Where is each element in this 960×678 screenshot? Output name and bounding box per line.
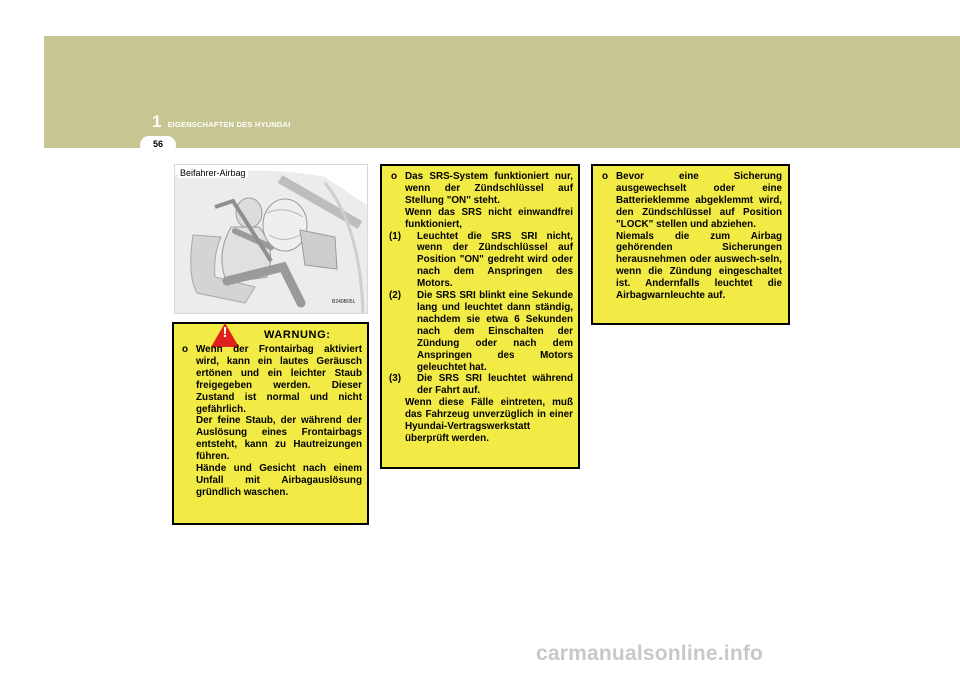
airbag-illustration	[174, 164, 368, 314]
fuse-note-text: Bevor eine Sicherung ausgewechselt oder eine Batterieklemme abgeklemmt wird, den Zündschlüssel auf Position "LOCK" stellen und abziehen.	[616, 171, 782, 230]
warning-text-3: Hände und Gesicht nach einem Unfall mit Airbagauslösung gründlich waschen.	[196, 463, 362, 498]
warning-triangle-icon: !	[210, 322, 240, 348]
srs-condition-1	[389, 231, 573, 291]
chapter-number: 1	[152, 112, 162, 131]
srs-note-intro-2: Wenn das SRS nicht einwandfrei funktioniert,	[405, 206, 573, 230]
warning-item	[180, 344, 362, 499]
srs-condition-3	[389, 373, 573, 397]
srs-condition-number: (1)	[389, 230, 402, 242]
chapter-title: EIGENSCHAFTEN DES HYUNDAI	[167, 120, 291, 129]
warning-title: WARNUNG:	[264, 329, 331, 342]
srs-note-bullet: o	[391, 171, 398, 182]
srs-condition-text: Die SRS SRI blinkt eine Sekunde lang und leuchtet dann ständig, nachdem sie etwa 6 Sekunden nach dem Einschalten der Zündung oder nach dem Anspringen des Motors geleuchtet hat.	[417, 290, 573, 373]
warning-text: Wenn der Frontairbag aktiviert wird, kann ein lautes Geräusch ertönen und ein leichter Staub freigegeben werden. Dieser Zustand ist normal und nicht gefährlich.	[196, 344, 362, 415]
warning-bullet: o	[182, 344, 189, 355]
srs-note-item	[389, 171, 573, 231]
srs-note-box	[380, 164, 580, 469]
fuse-note-bullet: o	[602, 171, 609, 182]
srs-note-outro: Wenn diese Fälle eintreten, muß das Fahrzeug unverzüglich in einer Hyundai-Vertragswerkstatt überprüft werden.	[405, 397, 573, 444]
warning-text-2: Der feine Staub, der während der Auslösung eines Frontairbags entsteht, kann zu Hautreizungen führen.	[196, 415, 362, 463]
airbag-illustration-drawing	[175, 165, 367, 313]
srs-note-intro: Das SRS-System funktioniert nur, wenn der Zündschlüssel auf Stellung "ON" steht.	[405, 171, 573, 206]
srs-condition-2	[389, 290, 573, 373]
figure-code: B240B05L	[332, 299, 356, 305]
fuse-note-item	[600, 171, 782, 302]
srs-condition-text: Die SRS SRI leuchtet während der Fahrt auf.	[417, 373, 573, 397]
srs-condition-number: (2)	[389, 290, 402, 302]
page-number: 56	[152, 139, 163, 149]
chapter-heading	[152, 112, 290, 132]
warning-box	[172, 322, 369, 525]
srs-condition-text: Leuchtet die SRS SRI nicht, wenn der Zündschlüssel auf Position "ON" gedreht wird oder nach dem Anspringen des Motors.	[417, 230, 573, 290]
fuse-note-box	[591, 164, 790, 325]
fuse-note-text-2: Niemals die zum Airbag gehörenden Sicherungen herausnehmen oder auswech-seln, wenn die Zündung eingeschaltet ist. Andernfalls leuchtet die Airbagwarnleuchte auf.	[616, 230, 782, 302]
figure-caption: Beifahrer-Airbag	[180, 168, 246, 178]
watermark: carmanualsonline.info	[536, 642, 764, 665]
srs-condition-number: (3)	[389, 373, 402, 385]
